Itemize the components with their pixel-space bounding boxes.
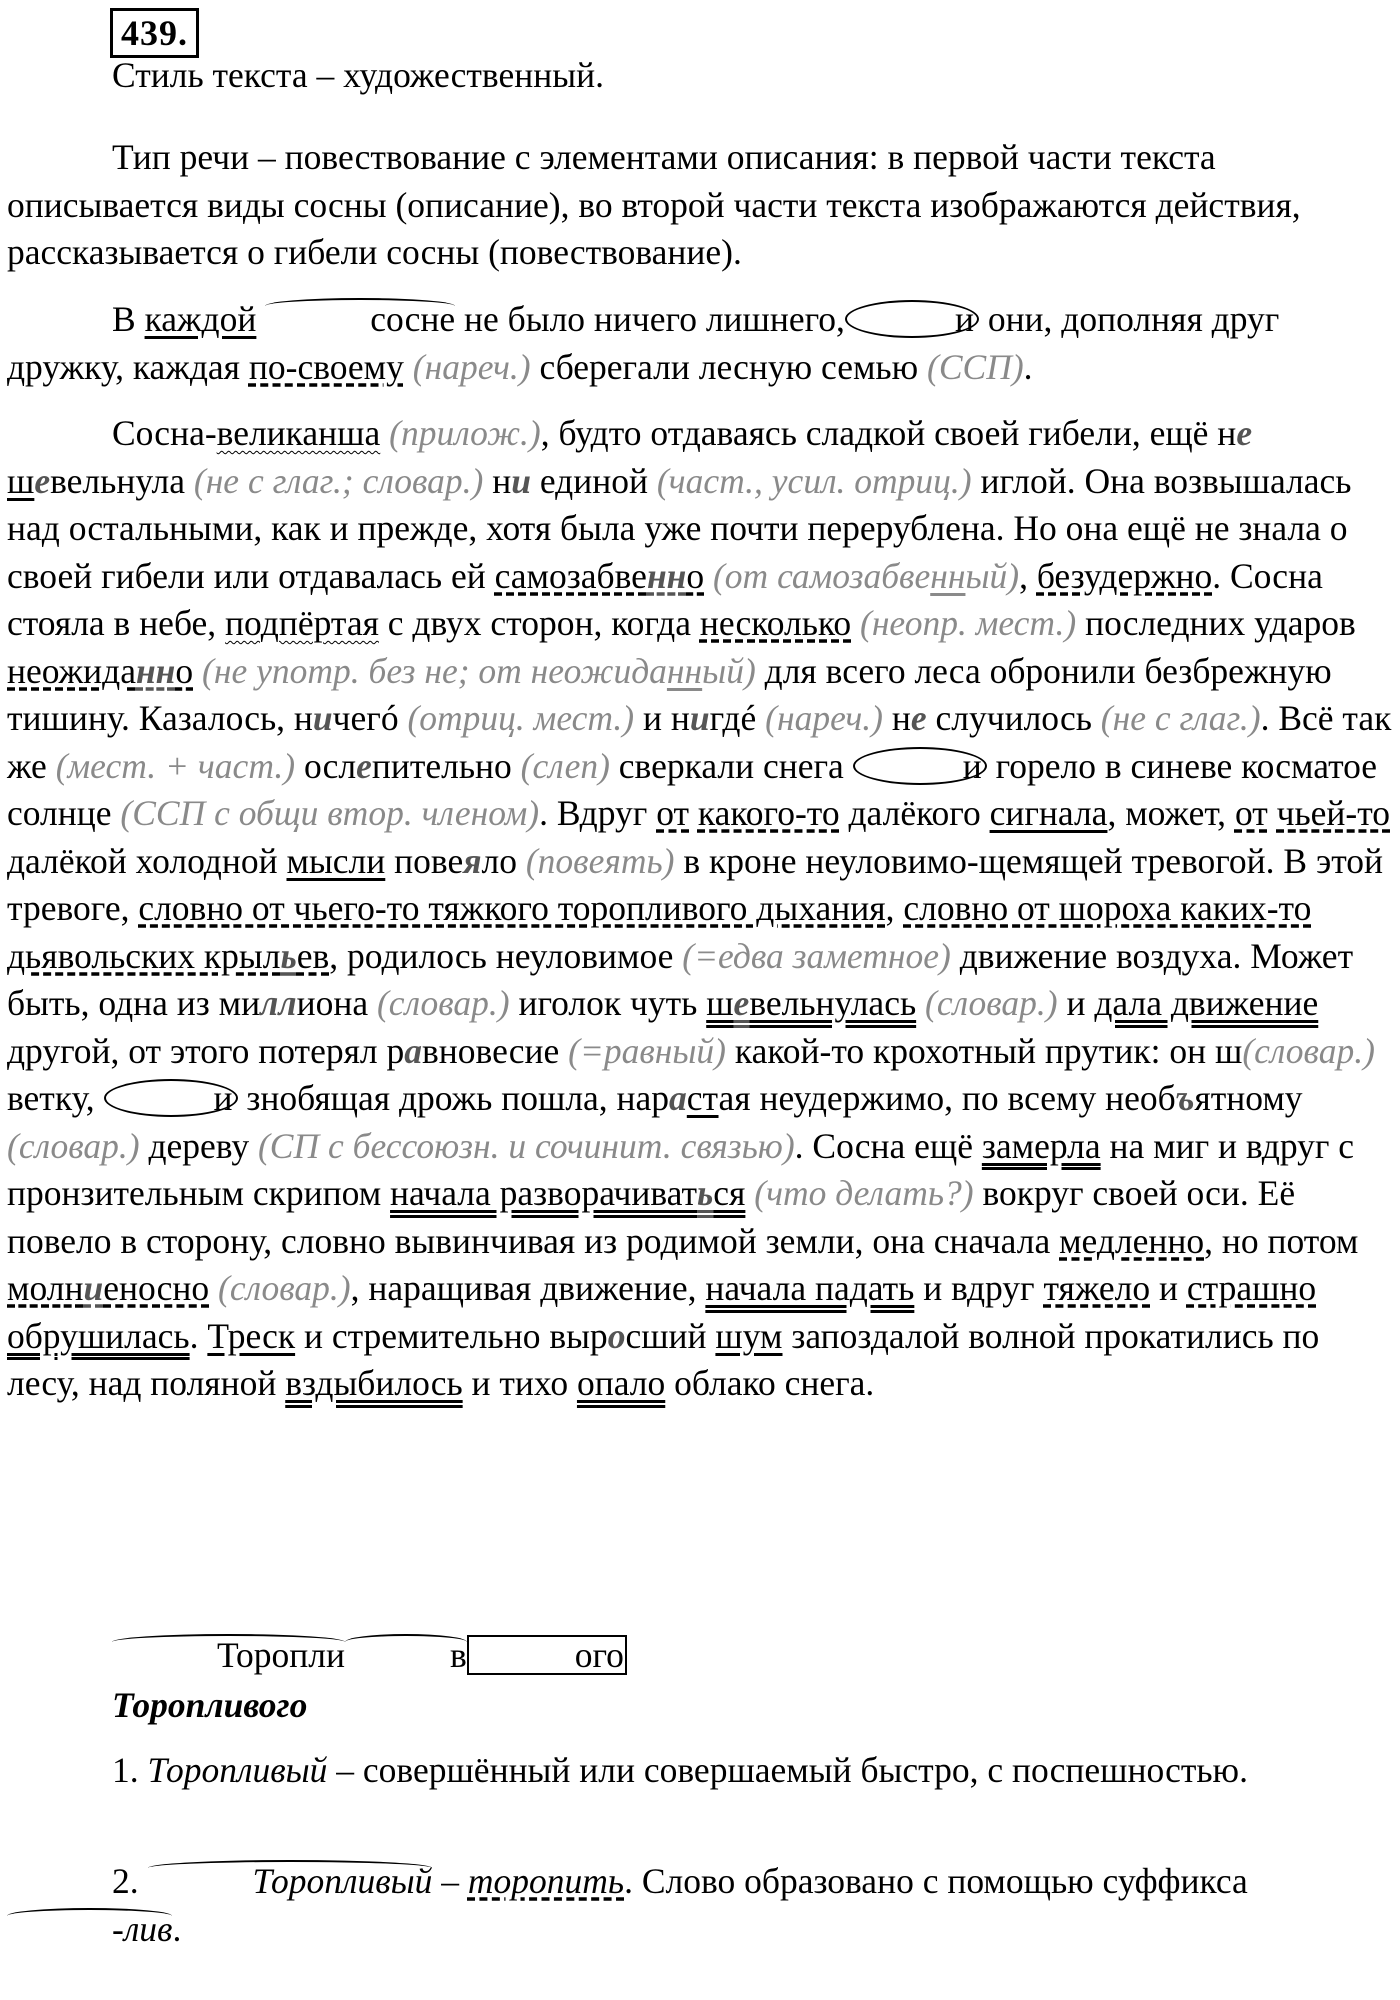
text-run: облако снега. <box>665 1363 875 1403</box>
text-run: и <box>689 698 710 738</box>
text-run: сверкали снега <box>609 745 853 786</box>
text-run: (неопр. мест.) <box>851 603 1077 643</box>
text-run: неожида <box>7 650 136 691</box>
text-run: а <box>404 1030 422 1071</box>
text-run: Торопливый <box>148 1858 433 1906</box>
text-run: ся <box>713 1173 746 1213</box>
text-run: и <box>1057 983 1095 1023</box>
text-run: вновесие <box>422 1030 569 1071</box>
text-run: не было ничего лишнего, <box>455 299 845 339</box>
text-run: они, дополняя друг дружку, каждая <box>7 299 1280 387</box>
text-run: . Вдруг <box>539 793 657 833</box>
text-run: вельнулась <box>749 983 917 1023</box>
morpheme-suffix: в <box>345 1632 467 1680</box>
text-run: сберегали лесную семью <box>530 346 928 387</box>
text-run: вокруг своей оси. Её повело в сторону, словно вывинчивая из родимой земли, она сначала <box>7 1173 1296 1261</box>
text-run: нн <box>930 555 966 596</box>
text-run: 1. <box>112 1750 148 1790</box>
text-run: движение воздуха. Может быть, одна из ми <box>7 935 1354 1023</box>
text-run: медленно <box>1059 1220 1205 1261</box>
text-run: (=равный) <box>568 1030 727 1071</box>
morpheme-parse <box>7 1632 1395 1680</box>
text-run: (ССП с общи втор. членом) <box>120 793 540 833</box>
text-run: от <box>656 793 689 833</box>
text-run: В <box>112 299 145 339</box>
text-run: ш <box>7 460 35 501</box>
text-run: Треск <box>207 1315 296 1356</box>
text-run: о <box>607 1315 626 1356</box>
text-run: страшно <box>1186 1268 1317 1308</box>
text-run: (СП с бессоюзн. и сочинит. связью) <box>257 1125 795 1166</box>
text-run: . <box>1023 346 1033 387</box>
text-run: , может, <box>1107 793 1235 833</box>
text-run <box>1268 793 1277 833</box>
text-run: . Сосна ещё <box>794 1125 982 1166</box>
text-run: нн <box>666 650 703 691</box>
text-run: нн <box>135 650 176 691</box>
text-run: вельнула <box>50 460 185 501</box>
text-run: (словар.) <box>209 1268 351 1308</box>
text-run: Сосна- <box>112 413 217 453</box>
text-run: ый) <box>965 555 1020 596</box>
text-run: е <box>34 460 51 501</box>
text-run: (не с глаг.) <box>1100 698 1261 738</box>
morpheme-ending: ого <box>467 1635 627 1675</box>
text-run: . <box>189 1315 208 1356</box>
text-run: ст <box>686 1078 719 1118</box>
text-run: безудержно <box>1036 555 1213 596</box>
text-run: ш <box>706 983 734 1023</box>
text-run: другой, от этого потерял р <box>7 1030 405 1071</box>
text-run: гдé <box>709 698 757 738</box>
style-line: Стиль текста – художественный. <box>112 55 604 95</box>
text-run: горело в синеве косматое солнце <box>7 745 1378 833</box>
text-run: ятному <box>1194 1078 1303 1118</box>
text-run: знобящая дрожь пошла, нар <box>237 1078 670 1118</box>
text-run: е <box>1236 413 1253 453</box>
text-run: . Сосна стояла в небе, <box>7 555 1323 643</box>
word-title: Торопливого <box>112 1685 308 1725</box>
text-run: ло <box>481 840 526 881</box>
text-run: ъ <box>1175 1078 1195 1118</box>
text-run: мысли <box>286 840 386 881</box>
text-run: (част., усил. отриц.) <box>656 460 972 501</box>
text-run: замерла <box>981 1125 1101 1166</box>
text-run: далёкого <box>839 793 990 833</box>
text-run: е <box>356 745 372 786</box>
text-run: торопить <box>467 1861 625 1901</box>
text-run: (словар.) <box>916 983 1058 1023</box>
text-run: (словар.) <box>1242 1030 1375 1071</box>
text-run: нн <box>646 555 687 596</box>
text-run: сигнала <box>989 793 1108 833</box>
text-run: (что делать?) <box>745 1173 974 1213</box>
text-run <box>404 347 413 387</box>
text-run: ев <box>296 935 330 976</box>
text-run: ый) <box>702 650 756 691</box>
text-run: (прилож.) <box>380 413 541 453</box>
text-run: дереву <box>139 1125 258 1166</box>
circled-conjunction: и <box>845 300 979 338</box>
text-run: молн <box>7 1268 84 1308</box>
text-run: от <box>1234 793 1268 833</box>
suffix-mark: -лив <box>7 1906 172 1954</box>
text-run: несколько <box>699 603 852 643</box>
text-run: иона <box>296 983 377 1023</box>
text-run: о <box>175 650 194 691</box>
text-run: (мест. + част.) <box>55 745 296 786</box>
text-run: великанша <box>216 413 381 453</box>
text-run: каждой <box>144 299 257 339</box>
text-run: опало <box>576 1363 666 1403</box>
text-run: начала падать <box>705 1268 915 1308</box>
text-run: подпёртая <box>225 603 379 643</box>
text-run: дала движение <box>1094 983 1319 1023</box>
text-run <box>689 793 698 833</box>
text-run: в кроне неуловимо-щемящей тревогой. В этой тревоге, <box>7 840 1384 928</box>
text-run: шум <box>715 1315 783 1356</box>
text-run: и <box>1150 1268 1187 1308</box>
text-run: и н <box>634 698 690 738</box>
text-run: иголок чуть <box>509 983 707 1023</box>
paragraph-2 <box>7 410 1395 1408</box>
text-run: для всего леса обронили безбрежную тишину. Казалось, н <box>7 650 1332 738</box>
text-run: е <box>733 983 750 1023</box>
text-run: случилось <box>926 698 1101 738</box>
text-run: о <box>686 555 705 596</box>
text-run: и <box>83 1268 104 1308</box>
text-run: – совершённый или совершаемый быстро, с поспешностью. <box>327 1750 1248 1790</box>
text-run: – <box>432 1861 468 1901</box>
text-run: вздыбилось <box>285 1363 463 1403</box>
text-run: , но потом <box>1204 1220 1359 1261</box>
text-run: ь <box>697 1173 714 1213</box>
definition-1 <box>7 1747 1395 1795</box>
text-run: , наращивая движение, <box>350 1268 706 1308</box>
text-run: какого-то <box>697 793 840 833</box>
text-run: осл <box>295 745 357 786</box>
text-run: чегó <box>332 698 399 738</box>
text-run: . Слово образовано с помощью суффикса <box>624 1861 1248 1901</box>
text-run: пове <box>385 840 464 881</box>
speech-type-paragraph: Тип речи – повествование с элементами описания: в первой части текста описывается виды сосны (описание), во второй части текста изображаются действия, рассказывается о гибели сосны (повествование). <box>7 137 1301 272</box>
text-run: (ССП) <box>927 346 1024 387</box>
text-run: (слеп) <box>520 745 610 786</box>
text-run: , <box>885 888 904 928</box>
text-run: . Всё так же <box>7 698 1392 786</box>
text-run: (от самозабве <box>704 555 931 596</box>
text-run: обрушилась <box>7 1315 190 1356</box>
morpheme-root: Торопли <box>112 1632 345 1680</box>
text-run: еносно <box>103 1268 210 1308</box>
text-run: и <box>511 460 531 501</box>
text-run: , родилось неуловимое <box>329 935 683 976</box>
text-run: и <box>312 698 333 738</box>
text-run: , будто отдаваясь сладкой своей гибели, ещё н <box>540 413 1237 453</box>
circled-conjunction-3: и <box>104 1079 238 1117</box>
text-run: н <box>483 460 512 501</box>
text-run: (=едва заметное) <box>682 935 951 976</box>
text-run: е <box>910 698 927 738</box>
text-run: с двух сторон, когда <box>378 603 700 643</box>
text-run: а <box>669 1078 687 1118</box>
text-run: словно от чьего-то тяжкого торопливого дыхания <box>138 888 886 928</box>
text-run: самозабве <box>494 555 647 596</box>
text-run: (нареч.) <box>412 346 531 387</box>
text-run: (нареч.) <box>756 698 883 738</box>
text-run: и тихо <box>462 1363 577 1403</box>
text-run: тяжело <box>1043 1268 1151 1308</box>
text-run: (словар.) <box>7 1125 140 1166</box>
text-run: на миг и вдруг с пронзительным скрипом <box>7 1125 1355 1213</box>
exercise-number: 439. <box>110 8 199 58</box>
text-run: запоздалой волной прокатились по лесу, над поляной <box>7 1315 1320 1403</box>
text-run: и стремительно выр <box>295 1315 608 1356</box>
text-run: ь <box>280 935 297 976</box>
text-run: начала разворачиват <box>390 1173 698 1213</box>
text-run: сший <box>625 1315 716 1356</box>
text-run: пительно <box>371 745 521 786</box>
text-run: и вдруг <box>914 1268 1044 1308</box>
text-run: ветку, <box>7 1078 104 1118</box>
text-run: н <box>883 698 911 738</box>
text-run: по-своему <box>248 346 404 387</box>
text-run: единой <box>530 460 657 501</box>
text-run: (отриц. мест.) <box>398 698 635 738</box>
text-run: лл <box>260 983 297 1023</box>
text-run: (не употр. без не; от неожида <box>193 650 667 691</box>
text-run: . <box>172 1908 182 1949</box>
paragraph-1 <box>7 296 1395 391</box>
definition-2 <box>7 1858 1395 1953</box>
text-run <box>256 299 265 339</box>
text-run: , <box>1019 555 1037 596</box>
text-run: сосне <box>265 296 455 344</box>
text-run: далёкой холодной <box>7 840 287 881</box>
text-run: иглой. Она возвышалась над остальными, как и прежде, хотя была уже почти перерублена. Но она ещё не знала о своей гибели или отдавалась ей <box>7 460 1352 596</box>
text-run: чьей-то <box>1276 793 1391 833</box>
text-run: 2. <box>112 1861 148 1901</box>
text-run: словно от шороха каких-то дьявольских крыл <box>7 888 1312 976</box>
text-run: (повеять) <box>525 840 675 881</box>
text-run: какой-то крохотный прутик: он ш <box>726 1030 1243 1071</box>
text-run: последних ударов <box>1076 603 1356 643</box>
text-run: Торопливый <box>147 1750 328 1790</box>
text-run: я <box>463 840 482 881</box>
text-run: (словар.) <box>376 983 510 1023</box>
text-run: (не с глаг.; словар.) <box>185 460 484 501</box>
circled-conjunction-2: и <box>853 747 987 785</box>
text-run: ая неудержимо, по всему необ <box>718 1078 1176 1118</box>
